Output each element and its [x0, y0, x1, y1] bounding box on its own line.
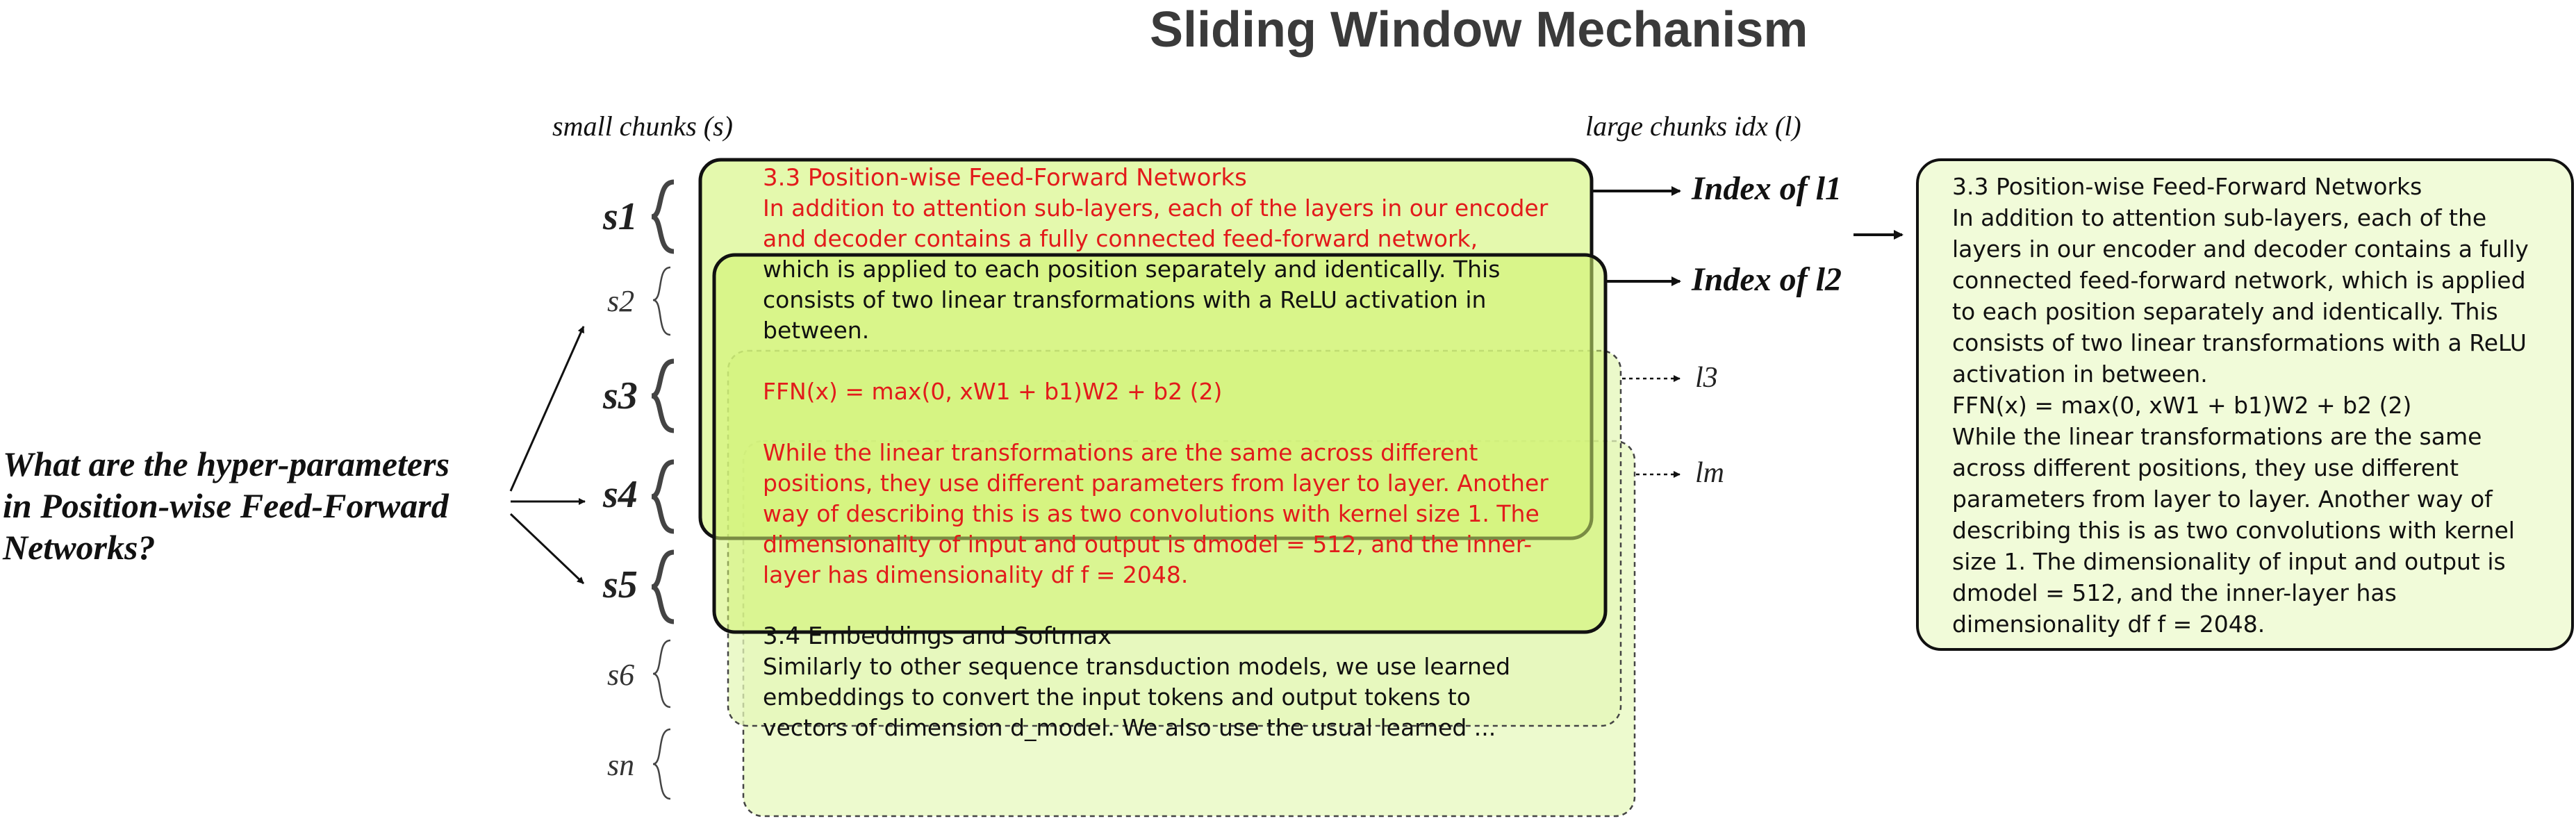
brace-s5	[652, 552, 674, 622]
result-line: 3.3 Position-wise Feed-Forward Networks	[1952, 173, 2422, 200]
small-chunks-label: small chunks (s)	[552, 110, 733, 142]
result-line: FFN(x) = max(0, xW1 + b1)W2 + b2 (2)	[1952, 392, 2412, 419]
document-line: between.	[763, 317, 870, 344]
result-line: layers in our encoder and decoder contains a fully	[1952, 235, 2529, 263]
document-text	[763, 163, 1549, 743]
document-line: and decoder contains a fully connected feed-forward network,	[763, 225, 1478, 252]
document-line: consists of two linear transformations with a ReLU activation in	[763, 286, 1487, 313]
brace-s1	[652, 182, 674, 251]
large-chunks-label: large chunks idx (l)	[1585, 110, 1801, 142]
question-line: Networks?	[3, 528, 156, 567]
document-line: which is applied to each position separately and identically. This	[763, 256, 1501, 283]
chunk-label-s5: s5	[603, 563, 638, 606]
page-title: Sliding Window Mechanism	[1150, 2, 1808, 58]
result-line: parameters from layer to layer. Another way of	[1952, 486, 2493, 513]
brace-s6	[653, 640, 670, 707]
result-line: consists of two linear transformations with a ReLU	[1952, 329, 2527, 356]
document-line	[763, 590, 1549, 621]
document-line: way of describing this is as two convolutions with kernel size 1. The	[763, 500, 1539, 527]
chunk-label-s3: s3	[603, 374, 638, 417]
result-line: size 1. The dimensionality of input and output is	[1952, 548, 2506, 575]
brace-s2	[653, 267, 670, 335]
chunk-label-s1: s1	[603, 195, 638, 238]
brace-s4	[652, 462, 674, 531]
document-line: vectors of dimension d_model. We also use the usual learned ...	[763, 714, 1496, 741]
chunk-label-s6: s6	[607, 658, 635, 692]
chunk-label-s4: s4	[603, 473, 638, 516]
document-line: layer has dimensionality df f = 2048.	[763, 561, 1189, 588]
document-line: While the linear transformations are the same across different	[763, 439, 1478, 466]
result-line: In addition to attention sub-layers, each of the	[1952, 204, 2487, 231]
question-line: in Position-wise Feed-Forward	[3, 486, 449, 525]
document-heading: 3.4 Embeddings and Softmax	[763, 622, 1112, 650]
result-line: While the linear transformations are the same	[1952, 423, 2482, 450]
document-line: dimensionality of input and output is dmodel = 512, and the inner-	[763, 531, 1533, 558]
result-line: activation in between.	[1952, 360, 2208, 388]
chunk-braces	[652, 182, 674, 799]
index-l2-label: Index of l2	[1692, 261, 1842, 298]
document-line: embeddings to convert the input tokens and output tokens to	[763, 683, 1471, 711]
index-arrows	[1592, 191, 1902, 474]
question-line: What are the hyper-parameters	[3, 445, 450, 483]
question-arrows	[511, 326, 585, 583]
document-heading: 3.3 Position-wise Feed-Forward Networks	[763, 164, 1247, 192]
brace-sn	[653, 729, 670, 799]
result-line: dmodel = 512, and the inner-layer has	[1952, 579, 2397, 606]
result-line: describing this is as two convolutions with kernel	[1952, 517, 2515, 544]
chunk-label-s2: s2	[607, 284, 635, 318]
result-line: connected feed-forward network, which is applied	[1952, 267, 2526, 294]
result-line: to each position separately and identically. This	[1952, 298, 2498, 325]
document-line	[763, 346, 1549, 376]
index-l1-label: Index of l1	[1692, 170, 1842, 207]
index-l3-label: l3	[1695, 362, 1718, 394]
question-text	[3, 443, 503, 568]
result-text	[1952, 171, 2529, 640]
document-line: FFN(x) = max(0, xW1 + b1)W2 + b2 (2)	[763, 378, 1223, 405]
document-line: In addition to attention sub-layers, each of the layers in our encoder	[763, 194, 1549, 222]
document-line: positions, they use different parameters from layer to layer. Another	[763, 470, 1549, 497]
chunk-label-sn: sn	[607, 748, 635, 782]
result-line: across different positions, they use different	[1952, 454, 2459, 481]
document-line	[763, 407, 1549, 438]
brace-s3	[652, 361, 674, 431]
index-lm-label: lm	[1695, 457, 1724, 489]
result-line: dimensionality df f = 2048.	[1952, 611, 2265, 638]
document-line: Similarly to other sequence transduction models, we use learned	[763, 653, 1511, 680]
